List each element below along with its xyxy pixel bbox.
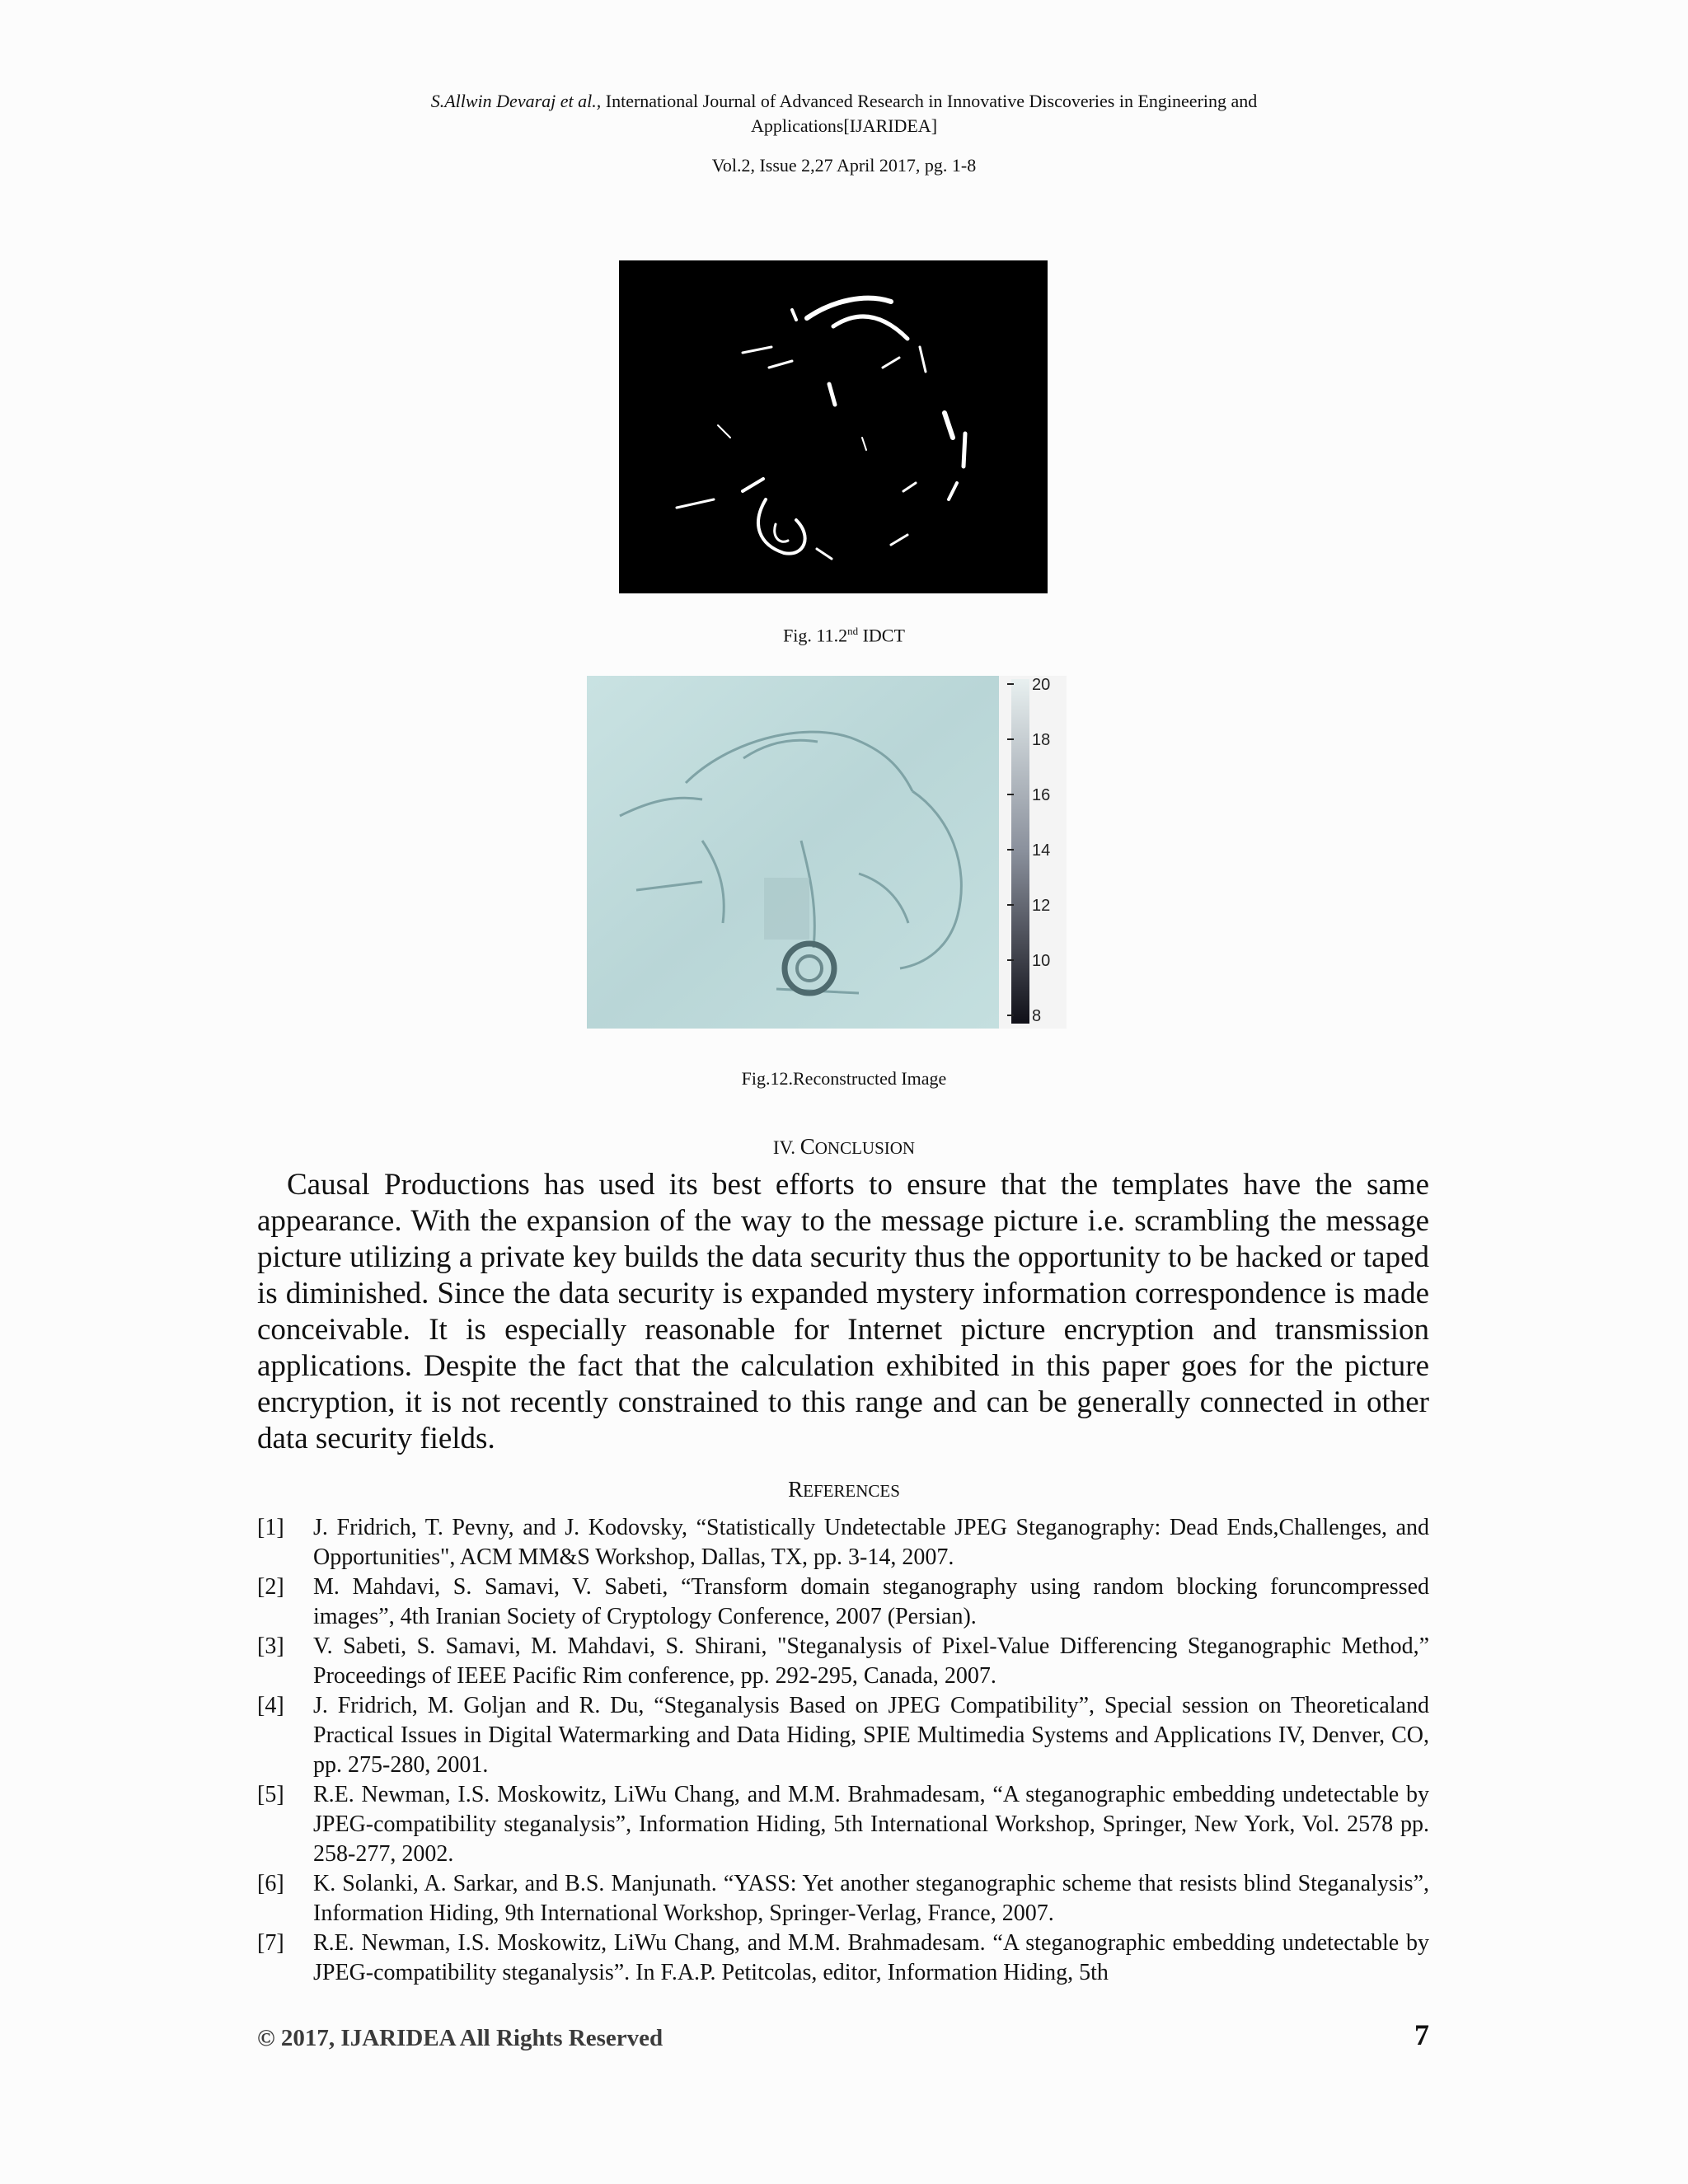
reference-number: [2] xyxy=(257,1574,284,1600)
reference-item xyxy=(257,1929,1429,1988)
references-heading-initial: R xyxy=(788,1477,804,1502)
heading-initial: C xyxy=(799,1134,815,1159)
figure-11-idct-image xyxy=(619,260,1048,593)
colorbar-tick-label: 20 xyxy=(1032,676,1051,694)
reference-text: J. Fridrich, M. Goljan and R. Du, “Steganalysis Based on JPEG Compatibility”, Special session on Theoreticaland Practical Issues in Digital Watermarking and Data Hiding, SPIE Multimedia Systems and Applications IV, Denver, CO, pp. 275-280, 2001. xyxy=(313,1693,1429,1778)
figure-11-caption xyxy=(0,625,1688,646)
reference-text: J. Fridrich, T. Pevny, and J. Kodovsky, “Statistically Undetectable JPEG Steganography: Dead Ends,Challenges, and Opportunities", ACM MM&S Workshop, Dallas, TX, pp. 3-14, 2007. xyxy=(313,1515,1429,1570)
heading-rest: ONCLUSION xyxy=(814,1138,916,1158)
references-heading-rest: EFERENCES xyxy=(803,1481,900,1501)
reference-text: K. Solanki, A. Sarkar, and B.S. Manjunath. “YASS: Yet another steganographic scheme that resists blind Steganalysis”, Information Hiding, 9th International Workshop, Springer-Verlag, France, 2007. xyxy=(313,1871,1429,1926)
colorbar-tick-label: 12 xyxy=(1032,897,1051,915)
figure-11-number: Fig. 11.2 xyxy=(783,625,848,646)
reference-list xyxy=(257,1513,1429,1988)
reference-text: R.E. Newman, I.S. Moskowitz, LiWu Chang, and M.M. Brahmadesam, “A steganographic embedding undetectable by JPEG-compatibility steganalysis”, Information Hiding, 5th International Workshop, Springer, New York, Vol. 2578 pp. 258-277, 2002. xyxy=(313,1782,1429,1867)
figure-12-caption: Fig.12.Reconstructed Image xyxy=(741,1068,947,1089)
figure-11-superscript: nd xyxy=(847,625,859,637)
figure-11-label: IDCT xyxy=(858,625,905,646)
footer-copyright: © 2017, IJARIDEA All Rights Reserved xyxy=(257,2025,663,2051)
section-heading-conclusion xyxy=(0,1134,1688,1160)
reference-item xyxy=(257,1513,1429,1572)
reference-item xyxy=(257,1691,1429,1780)
page-number: 7 xyxy=(1414,2018,1429,2051)
figure-12-reconstructed-image xyxy=(587,676,1067,1029)
reference-item xyxy=(257,1632,1429,1691)
reference-number: [1] xyxy=(257,1515,284,1540)
section-numeral: IV. xyxy=(772,1137,800,1158)
reference-text: R.E. Newman, I.S. Moskowitz, LiWu Chang, and M.M. Brahmadesam. “A steganographic embedding undetectable by JPEG-compatibility steganalysis”. In F.A.P. Petitcolas, editor, Information Hiding, 5th xyxy=(313,1930,1429,1985)
references-heading xyxy=(0,1477,1688,1502)
reference-number: [5] xyxy=(257,1782,284,1807)
header-journal-abbrev: Applications[IJARIDEA] xyxy=(750,115,938,136)
reference-number: [7] xyxy=(257,1930,284,1956)
conclusion-paragraph: Causal Productions has used its best efforts to ensure that the templates have the same appearance. With the expansion of the way to the message picture i.e. scrambling the message picture utilizing a private key builds the data security thus the opportunity to be hacked or taped is diminished. Since the data security is expanded mystery information correspondence is made conceivable. It is especially reasonable for Internet picture encryption and transmission applications. Despite the fact that the calculation exhibited in this paper goes for the picture encryption, it is not recently constrained to this range and can be generally connected in other data security fields. xyxy=(257,1168,1429,1455)
reference-number: [4] xyxy=(257,1693,284,1718)
reference-item xyxy=(257,1780,1429,1869)
colorbar-tick-label: 8 xyxy=(1032,1007,1042,1025)
reference-item xyxy=(257,1869,1429,1929)
colorbar-tick-label: 10 xyxy=(1032,952,1051,970)
reference-text: M. Mahdavi, S. Samavi, V. Sabeti, “Transform domain steganography using random blocking foruncompressed images”, 4th Iranian Society of Cryptology Conference, 2007 (Persian). xyxy=(313,1574,1429,1629)
reference-item xyxy=(257,1572,1429,1632)
header-journal: International Journal of Advanced Research in Innovative Discoveries in Engineering and xyxy=(601,91,1258,111)
running-header xyxy=(0,89,1688,138)
reference-number: [6] xyxy=(257,1871,284,1896)
reference-text: V. Sabeti, S. Samavi, M. Mahdavi, S. Shirani, "Steganalysis of Pixel-Value Differencing Steganographic Method,” Proceedings of IEEE Pacific Rim conference, pp. 292-295, Canada, 2007. xyxy=(313,1633,1429,1689)
header-authors: S.Allwin Devaraj et al., xyxy=(430,91,602,111)
colorbar-tick-label: 14 xyxy=(1032,841,1051,860)
colorbar-tick-label: 18 xyxy=(1032,731,1051,749)
reference-number: [3] xyxy=(257,1633,284,1659)
header-volume: Vol.2, Issue 2,27 April 2017, pg. 1-8 xyxy=(711,155,977,176)
colorbar-tick-label: 16 xyxy=(1032,786,1051,804)
